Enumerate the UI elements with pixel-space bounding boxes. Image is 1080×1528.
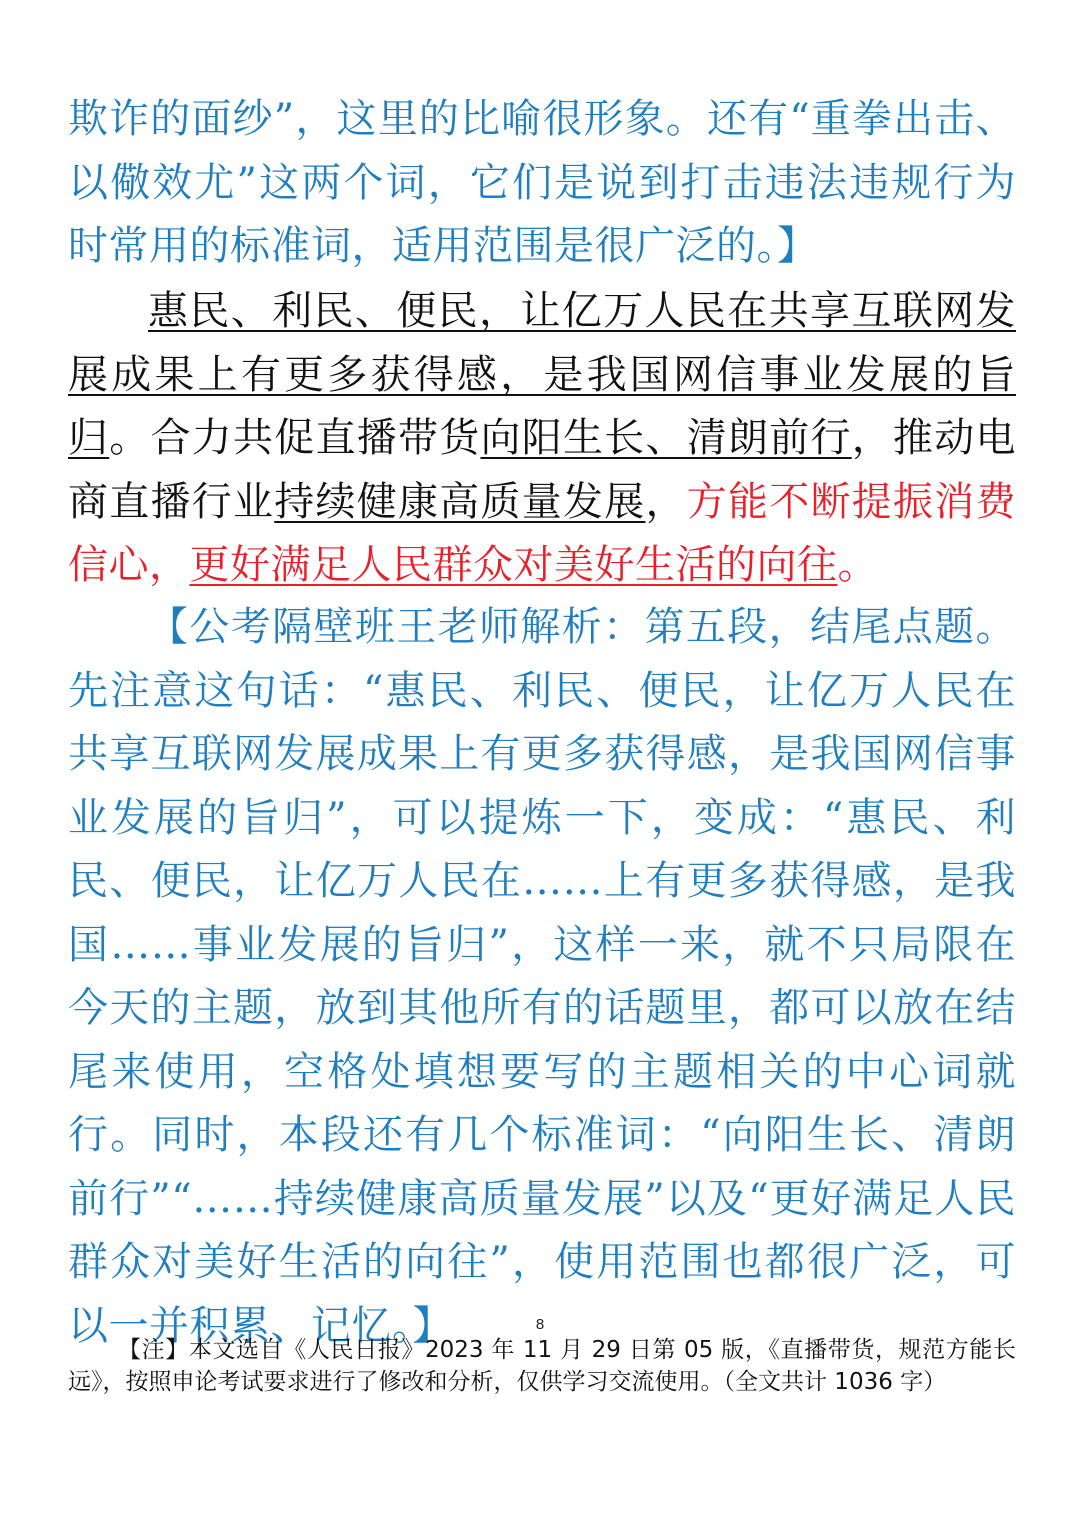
text-segment: ，	[645, 478, 687, 525]
underlined-phrase-huimin: 惠民、利民、便民，让亿万人民在共享互联网发展成果上有更多获得感，是我国网信事业发展的旨归	[68, 288, 1016, 461]
red-period: 。	[837, 542, 878, 588]
text-segment: ，推动电商直播行业	[68, 415, 1016, 525]
intro-text: 欺诈的面纱”，这里的比喻很形象。还有“重拳出击、以儆效尤”这两个词，它们是说到打击违法违规行为时常用的标准词，适用范围是很广泛的。】	[68, 96, 1016, 269]
underlined-phrase-chixu: 持续健康高质量发展	[274, 478, 646, 525]
red-emphasis-phrase: 方能不断提振消费信心，	[68, 478, 1016, 588]
red-underlined-phrase: 更好满足人民群众对美好生活的向往	[189, 542, 838, 588]
text-segment: 。合力共促直播带货	[109, 415, 481, 461]
analysis-paragraph-continued	[68, 88, 1016, 279]
analysis-text: 【公考隔壁班王老师解析：第五段，结尾点题。先注意这句话：“惠民、利民、便民，让亿万人民在共享互联网发展成果上有更多获得感，是我国网信事业发展的旨归”，可以提炼一下，变成：“惠民、利民、便民，让亿万人民在……上有更多获得感，是我国……事业发展的旨归”，这样一来，就不只局限在今天的主题，放到其他所有的话题里，都可以放在结尾来使用，空格处填想要写的主题相关的中心词就行。同时，本段还有几个标准词：“向阳生长、清朗前行”“……持续健康高质量发展”以及“更好满足人民群众对美好生活的向往”，使用范围也都很广泛，可以一并积累、记忆。】	[68, 604, 1016, 1349]
teacher-analysis-paragraph	[68, 596, 1016, 1358]
article-paragraph-five	[68, 280, 1016, 598]
page-number: 8	[535, 1316, 545, 1333]
underlined-phrase-xiangyang: 向阳生长、清朗前行	[480, 415, 852, 461]
source-footnote	[68, 1335, 1016, 1398]
footnote-text: 【注】本文选自《人民日报》2023 年 11 月 29 日第 05 版，《直播带货，规范方能长远》，按照申论考试要求进行了修改和分析，仅供学习交流使用。（全文共计 1036 字）	[68, 1337, 1016, 1395]
